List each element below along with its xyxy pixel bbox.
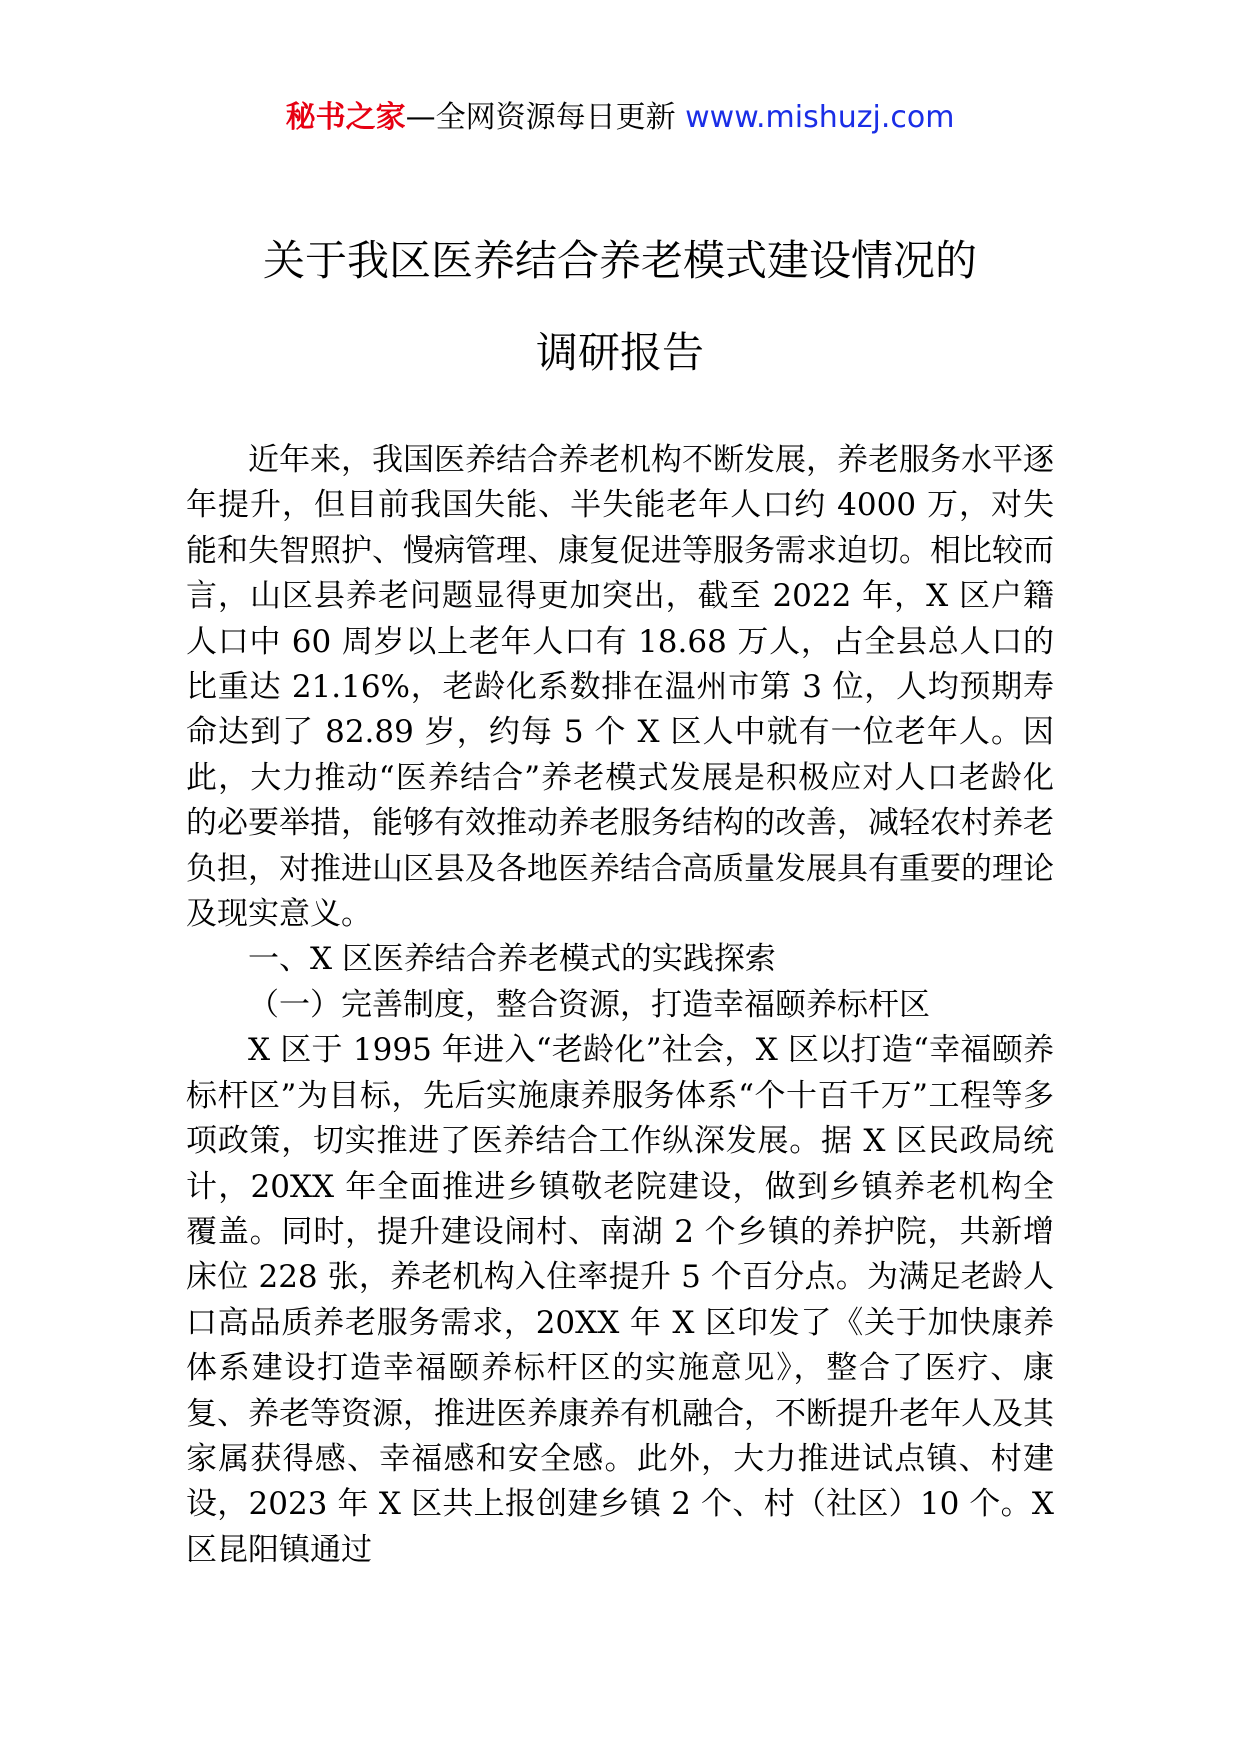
intro-paragraph: 近年来，我国医养结合养老机构不断发展，养老服务水平逐年提升，但目前我国失能、半失能老年人口约 4000 万，对失能和失智照护、慢病管理、康复促进等服务需求迫切。相比较而言，山区县养老问题显得更加突出，截至 2022 年，X 区户籍人口中 60 周岁以上老年人口有 18.68 万人，占全县总人口的比重达 21.16%，老龄化系数排在温州市第 3 位，人均预期寿命达到了 82.89 岁，约每 5 个 X 区人中就有一位老年人。因此，大力推动“医养结合”养老模式发展是积极应对人口老龄化的必要举措，能够有效推动养老服务结构的改善，减轻农村养老负担，对推进山区县及各地医养结合高质量发展具有重要的理论及现实意义。 [186, 442, 1054, 933]
subsection-heading-1: （一）完善制度，整合资源，打造幸福颐养标杆区 [248, 986, 930, 1023]
site-brand: 秘书之家 [285, 100, 406, 135]
site-slogan: —全网资源每日更新 [405, 100, 676, 135]
document-body [186, 438, 1054, 1573]
section-heading-1: 一、X 区医养结合养老模式的实践探索 [248, 941, 776, 978]
document-title-line-1: 关于我区医养结合养老模式建设情况的 [262, 236, 977, 285]
site-url-link[interactable]: www.mishuzj.com [685, 100, 955, 135]
document-title [0, 226, 1240, 410]
body-paragraph: X 区于 1995 年进入“老龄化”社会，X 区以打造“幸福颐养标杆区”为目标，先后实施康养服务体系“个十百千万”工程等多项政策，切实推进了医养结合工作纵深发展。据 X 区民政局统计，20XX 年全面推进乡镇敬老院建设，做到乡镇养老机构全覆盖。同时，提升建设闹村、南湖 2 个乡镇的养护院，共新增床位 228 张，养老机构入住率提升 5 个百分点。为满足老龄人口高品质养老服务需求，20XX 年 X 区印发了《关于加快康养体系建设打造幸福颐养标杆区的实施意见》，整合了医疗、康复、养老等资源，推进医养康养有机融合，不断提升老年人及其家属获得感、幸福感和安全感。此外，大力推进试点镇、村建设，2023 年 X 区共上报创建乡镇 2 个、村（社区）10 个。X 区昆阳镇通过 [186, 1032, 1054, 1568]
site-banner [0, 98, 1240, 138]
document-title-line-2: 调研报告 [535, 328, 704, 377]
